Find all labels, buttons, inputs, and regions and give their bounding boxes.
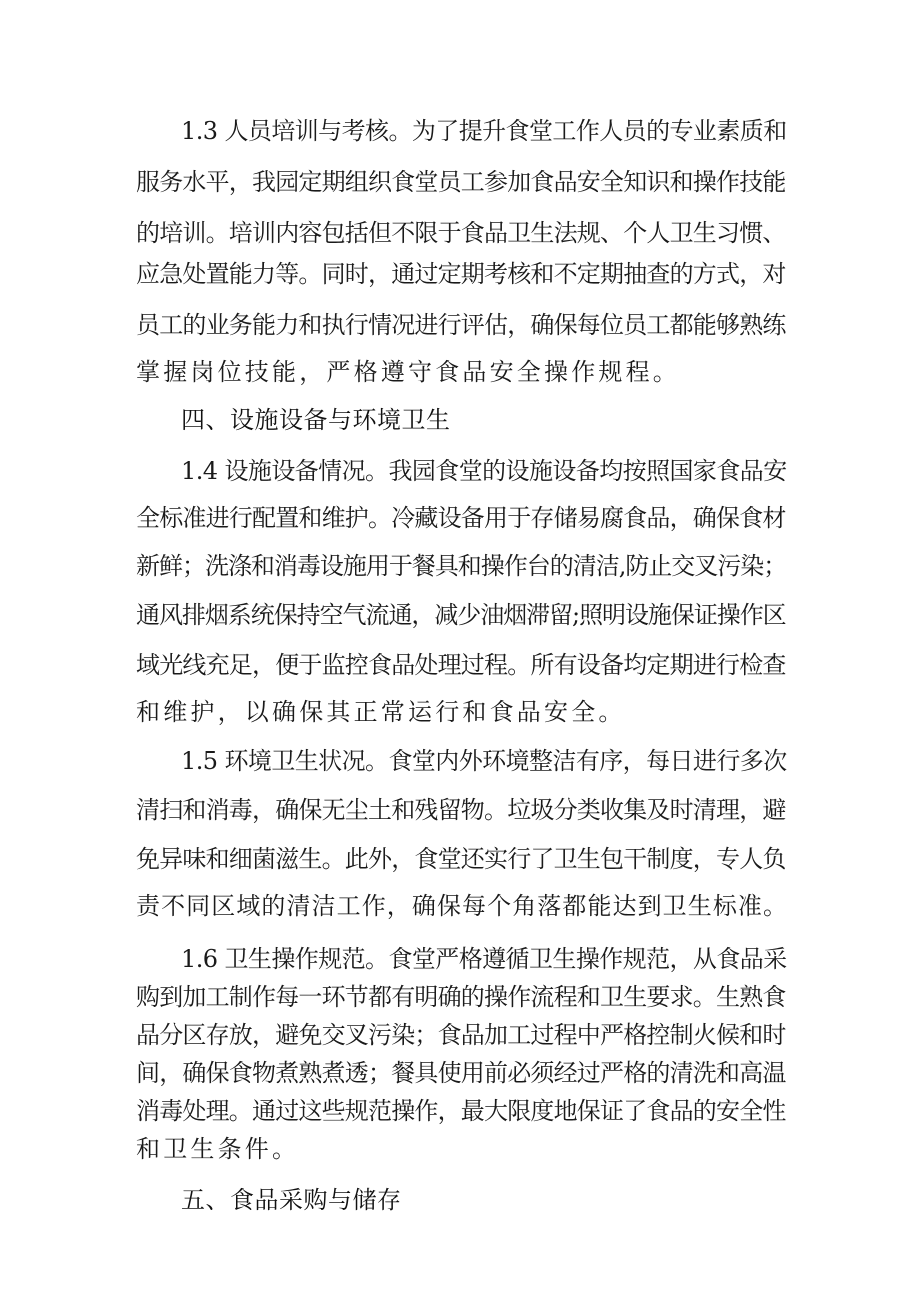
paragraph-1-4-line: 通风排烟系统保持空气流通，减少油烟滞留;照明设施保证操作区 [136,601,786,629]
paragraph-1-6-line: 品分区存放，避免交叉污染；食品加工过程中严格控制火候和时 [136,1021,786,1049]
paragraph-1-4-line: 1.4 设施设备情况。我园食堂的设施设备均按照国家食品安 [181,457,787,485]
paragraph-1-4-line: 新鲜；洗涤和消毒设施用于餐具和操作台的清洁,防止交叉污染； [136,552,787,580]
section-heading-4: 四、设施设备与环境卫生 [181,406,451,434]
paragraph-1-3-line: 员工的业务能力和执行情况进行评估，确保每位员工都能够熟练 [136,311,786,339]
paragraph-1-3-line: 的培训。培训内容包括但不限于食品卫生法规、个人卫生习惯、 [136,219,786,247]
section-heading-5: 五、食品采购与储存 [181,1186,402,1214]
paragraph-1-5-line: 1.5 环境卫生状况。食堂内外环境整洁有序，每日进行多次 [181,747,787,775]
paragraph-1-6-line: 和卫生条件。 [136,1135,300,1163]
paragraph-1-6-line: 间，确保食物煮熟煮透；餐具使用前必须经过严格的清洗和高温 [136,1059,786,1087]
paragraph-1-6-line: 1.6 卫生操作规范。食堂严格遵循卫生操作规范，从食品采 [181,945,787,973]
paragraph-1-5-line: 免异味和细菌滋生。此外，食堂还实行了卫生包干制度，专人负 [136,845,786,873]
paragraph-1-5-line: 责不同区域的清洁工作，确保每个角落都能达到卫生标准。 [136,892,789,920]
paragraph-1-3-line: 服务水平，我园定期组织食堂员工参加食品安全知识和操作技能 [136,168,786,196]
paragraph-1-3-line: 掌握岗位技能，严格遵守食品安全操作规程。 [136,358,680,386]
paragraph-1-6-line: 购到加工制作每一环节都有明确的操作流程和卫生要求。生熟食 [136,983,786,1011]
paragraph-1-5-line: 清扫和消毒，确保无尘土和残留物。垃圾分类收集及时清理，避 [136,796,786,824]
paragraph-1-4-line: 域光线充足，便于监控食品处理过程。所有设备均定期进行检查 [136,651,786,679]
paragraph-1-6-line: 消毒处理。通过这些规范操作，最大限度地保证了食品的安全性 [136,1097,786,1125]
paragraph-1-4-line: 全标准进行配置和维护。冷藏设备用于存储易腐食品，确保食材 [136,504,786,532]
paragraph-1-4-line: 和维护，以确保其正常运行和食品安全。 [136,698,626,726]
paragraph-1-3-line: 应急处置能力等。同时，通过定期考核和不定期抽查的方式，对 [136,260,786,288]
paragraph-1-3-line: 1.3 人员培训与考核。为了提升食堂工作人员的专业素质和 [181,117,787,145]
